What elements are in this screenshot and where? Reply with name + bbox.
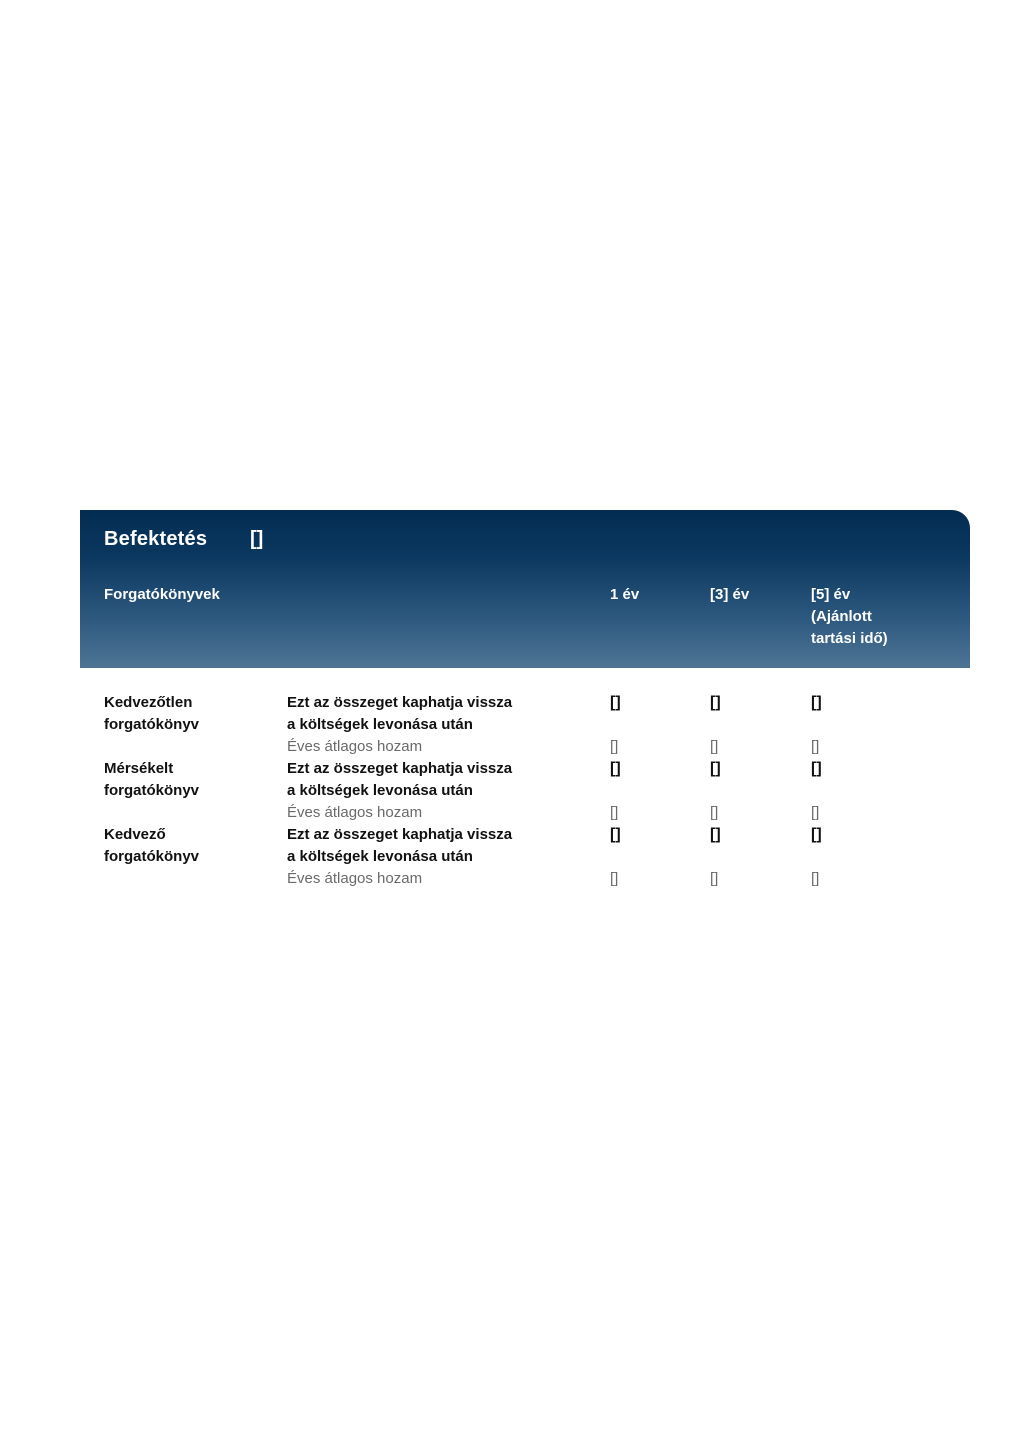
column-header-1-year: 1 év	[610, 586, 640, 603]
return-description: Ezt az összeget kaphatja vissza a költségek levonása után	[287, 694, 513, 733]
return-description: Ezt az összeget kaphatja vissza a költségek levonása után	[287, 760, 513, 799]
annual-return-label: Éves átlagos hozam	[287, 738, 423, 755]
value-1-year: []	[610, 826, 621, 843]
column-header-scenarios: Forgatókönyvek	[104, 586, 220, 603]
scenario-rows	[80, 692, 970, 890]
scenario-label: Kedvezőtlen forgatókönyv	[104, 694, 200, 733]
return-description: Ezt az összeget kaphatja vissza a költségek levonása után	[287, 826, 513, 865]
value-3-year: []	[710, 694, 721, 711]
annual-return-1-year: []	[610, 738, 619, 755]
value-5-year: []	[811, 694, 822, 711]
value-5-year: []	[811, 760, 822, 777]
value-1-year: []	[610, 760, 621, 777]
value-1-year: []	[610, 694, 621, 711]
annual-return-5-year: []	[811, 738, 820, 755]
table-header	[80, 510, 970, 668]
annual-return-1-year: []	[610, 804, 619, 821]
annual-return-5-year: []	[811, 870, 820, 887]
annual-return-3-year: []	[710, 804, 719, 821]
table-title: Befektetés	[104, 528, 208, 550]
table-row	[80, 692, 970, 758]
value-3-year: []	[710, 826, 721, 843]
scenario-label: Mérsékelt forgatókönyv	[104, 760, 200, 799]
investment-amount: []	[250, 528, 264, 550]
annual-return-label: Éves átlagos hozam	[287, 870, 423, 887]
column-header-3-year: [3] év	[710, 586, 750, 603]
value-5-year: []	[811, 826, 822, 843]
annual-return-label: Éves átlagos hozam	[287, 804, 423, 821]
value-3-year: []	[710, 760, 721, 777]
annual-return-5-year: []	[811, 804, 820, 821]
annual-return-3-year: []	[710, 870, 719, 887]
table-row	[80, 824, 970, 890]
annual-return-1-year: []	[610, 870, 619, 887]
table-row	[80, 758, 970, 824]
annual-return-3-year: []	[710, 738, 719, 755]
scenario-table-panel	[80, 510, 970, 668]
scenario-label: Kedvező forgatókönyv	[104, 826, 200, 865]
column-header-5-year: [5] év (Ajánlott tartási idő)	[811, 586, 888, 647]
